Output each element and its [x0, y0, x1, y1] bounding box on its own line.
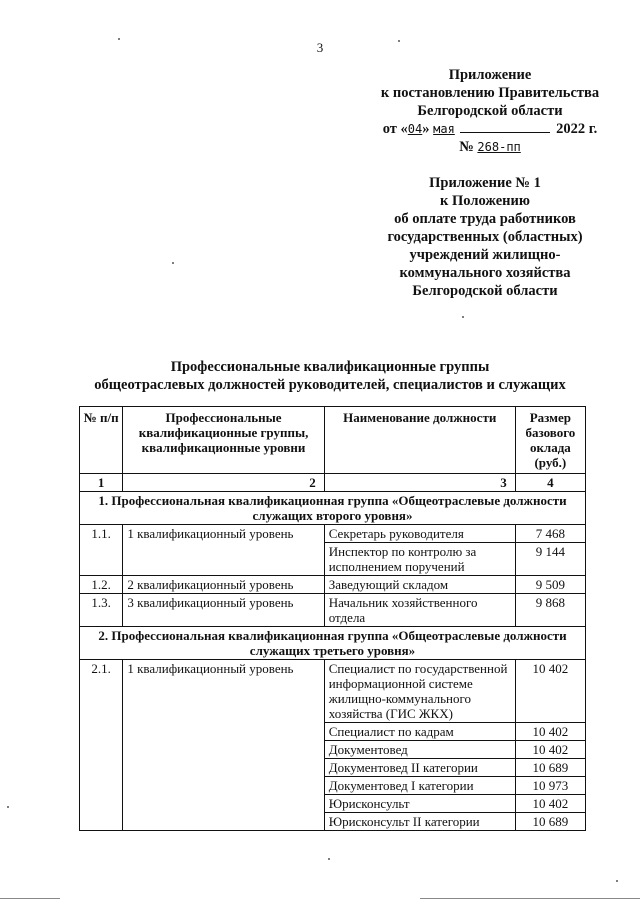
scan-speck [172, 262, 174, 264]
row-salary: 10 402 [515, 795, 585, 813]
table-row [80, 594, 586, 627]
appendix-line-1: к постановлению Правительства [380, 85, 600, 101]
appendix-sub-line: об оплате труда работников [394, 211, 576, 227]
appendix-sub-title: Приложение № 1 [429, 175, 541, 191]
appendix-sub-line: к Положению [440, 193, 530, 209]
table-header-row [80, 407, 586, 474]
row-num: 2.1. [80, 660, 123, 831]
table-row [80, 660, 586, 723]
appendix-sub-line: Белгородской области [412, 283, 558, 299]
row-salary: 10 402 [515, 723, 585, 741]
document-title-line-2: общеотраслевых должностей руководителей, специалистов и служащих [94, 377, 566, 393]
row-salary: 9 868 [515, 594, 585, 627]
row-level: 1 квалификационный уровень [123, 525, 324, 576]
index-cell: 4 [515, 474, 585, 492]
table-index-row [80, 474, 586, 492]
row-num: 1.3. [80, 594, 123, 627]
row-position: Документовед [324, 741, 515, 759]
index-cell: 1 [80, 474, 123, 492]
page-number: 3 [316, 40, 324, 55]
scan-speck [118, 38, 120, 40]
row-position: Юрисконсульт II категории [324, 813, 515, 831]
table-row [80, 576, 586, 594]
date-day: 04 [407, 122, 423, 136]
appendix-title: Приложение [448, 67, 532, 83]
header-num: № п/п [80, 407, 123, 474]
date-prefix: от « [382, 121, 408, 137]
row-level: 3 квалификационный уровень [123, 594, 324, 627]
scan-speck [462, 316, 464, 318]
index-cell: 3 [324, 474, 515, 492]
scan-edge-line [420, 898, 640, 899]
scan-speck [7, 806, 9, 808]
date-year: 2022 г. [556, 121, 598, 137]
scan-speck [328, 858, 330, 860]
row-salary: 10 402 [515, 660, 585, 723]
document-title [60, 358, 600, 394]
section-row [80, 492, 586, 525]
row-salary: 10 402 [515, 741, 585, 759]
appendix-number [340, 138, 640, 156]
row-position: Начальник хозяйственного отдела [324, 594, 515, 627]
appendix-date [340, 120, 640, 138]
section-1-title: 1. Профессиональная квалификационная группа «Общеотраслевые должности служащих второго уровня» [80, 492, 586, 525]
section-2-title: 2. Профессиональная квалификационная группа «Общеотраслевые должности служащих третьего уровня» [80, 627, 586, 660]
appendix-line-2: Белгородской области [417, 103, 563, 119]
date-month: мая [433, 122, 455, 136]
qualification-table [79, 406, 586, 831]
header-group: Профессиональные квалификационные группы, квалификационные уровни [123, 407, 324, 474]
table-row [80, 525, 586, 543]
document-title-line-1: Профессиональные квалификационные группы [170, 359, 490, 375]
header-salary: Размер базового оклада (руб.) [515, 407, 585, 474]
row-salary: 9 509 [515, 576, 585, 594]
number-value: 268-пп [477, 140, 521, 154]
row-position: Инспектор по контролю за исполнением поручений [324, 543, 515, 576]
index-cell: 2 [123, 474, 324, 492]
row-position: Специалист по государственной информационной системе жилищно-коммунального хозяйства (ГИС ЖКХ) [324, 660, 515, 723]
scan-speck [616, 880, 618, 882]
row-salary: 10 689 [515, 759, 585, 777]
scan-edge-line [0, 898, 60, 899]
appendix-sub-line: учреждений жилищно- [409, 247, 561, 263]
row-salary: 7 468 [515, 525, 585, 543]
header-position: Наименование должности [324, 407, 515, 474]
row-level: 2 квалификационный уровень [123, 576, 324, 594]
row-salary: 10 973 [515, 777, 585, 795]
scan-speck [398, 40, 400, 42]
row-position: Специалист по кадрам [324, 723, 515, 741]
row-position: Документовед I категории [324, 777, 515, 795]
row-position: Юрисконсульт [324, 795, 515, 813]
date-mid: » [422, 121, 430, 137]
appendix-sub-line: государственных (областных) [387, 229, 583, 245]
row-level: 1 квалификационный уровень [123, 660, 324, 831]
date-underline [460, 132, 550, 133]
row-num: 1.2. [80, 576, 123, 594]
number-prefix: № [459, 139, 474, 155]
appendix-sub [355, 174, 615, 300]
section-row [80, 627, 586, 660]
row-salary: 9 144 [515, 543, 585, 576]
row-position: Секретарь руководителя [324, 525, 515, 543]
row-position: Документовед II категории [324, 759, 515, 777]
appendix-sub-line: коммунального хозяйства [399, 265, 571, 281]
row-salary: 10 689 [515, 813, 585, 831]
appendix-header [340, 66, 640, 156]
row-num: 1.1. [80, 525, 123, 576]
row-position: Заведующий складом [324, 576, 515, 594]
